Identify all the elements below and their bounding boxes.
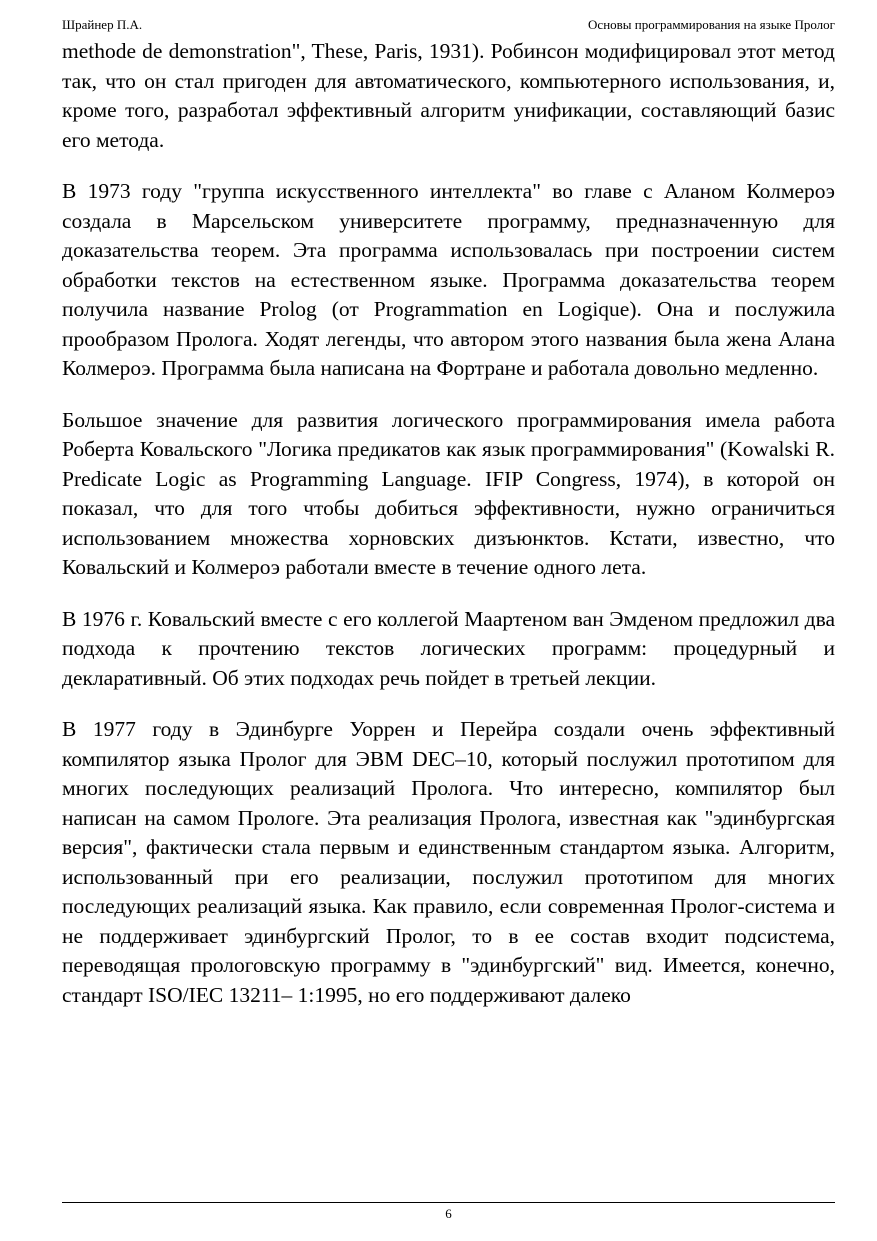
page-header: [62, 16, 835, 34]
footer-divider: [62, 1202, 835, 1203]
page-number: 6: [445, 1206, 452, 1221]
header-course-title: Основы программирования на языке Пролог: [588, 17, 835, 32]
paragraph-1977-edinburgh: В 1977 году в Эдинбурге Уоррен и Перейра создали очень эффективный компилятор языка Пролог для ЭВМ DEC–10, который послужил прототипом для многих последующих реализаций Пролога. Что интересно, компилятор был написан на самом Прологе. Эта реализация Пролога, известная как "эдинбургская версия", фактически стала первым и единственным стандартом языка. Алгоритм, использованный при его реализации, послужил прототипом для многих последующих реализаций языка. Как правило, если современная Пролог-система и не поддерживает эдинбургский Пролог, то в ее состав входит подсистема, переводящая прологовскую программу в "эдинбургский" вид. Имеется, конечно, стандарт ISO/IEC 13211– 1:1995, но его поддерживают далеко: [62, 717, 835, 1007]
paragraph-kowalski: Большое значение для развития логического программирования имела работа Роберта Ковальского "Логика предикатов как язык программирования" (Kowalski R. Predicate Logic as Programming Language. IFIP Congress, 1974), в которой он показал, что для того чтобы добиться эффективности, нужно ограничиться использованием множества хорновских дизъюнктов. Кстати, известно, что Ковальский и Колмероэ работали вместе в течение одного лета.: [62, 407, 835, 579]
header-author: Шрайнер П.А.: [62, 17, 143, 32]
document-body: [62, 37, 835, 1032]
paragraph-1973-colmerauer: В 1973 году "группа искусственного интеллекта" во главе с Аланом Колмероэ создала в Марсельском университете программу, предназначенную для доказательства теорем. Эта программа использовалась при построении систем обработки текстов на естественном языке. Программа доказательства теорем получила название Prolog (от Programmation en Logique). Она и послужила прообразом Пролога. Ходят легенды, что автором этого названия была жена Алана Колмероэ. Программа была написана на Фортране и работала довольно медленно.: [62, 179, 835, 380]
paragraph-1976-van-emden: В 1976 г. Ковальский вместе с его коллегой Маартеном ван Эмденом предложил два подхода к прочтению текстов логических программ: процедурный и декларативный. Об этих подходах речь пойдет в третьей лекции.: [62, 606, 835, 690]
paragraph-robinson: methode de demonstration", These, Paris, 1931). Робинсон модифицировал этот метод так, что он стал пригоден для автоматического, компьютерного использования, и, кроме того, разработал эффективный алгоритм унификации, составляющий базис его метода.: [62, 39, 835, 152]
